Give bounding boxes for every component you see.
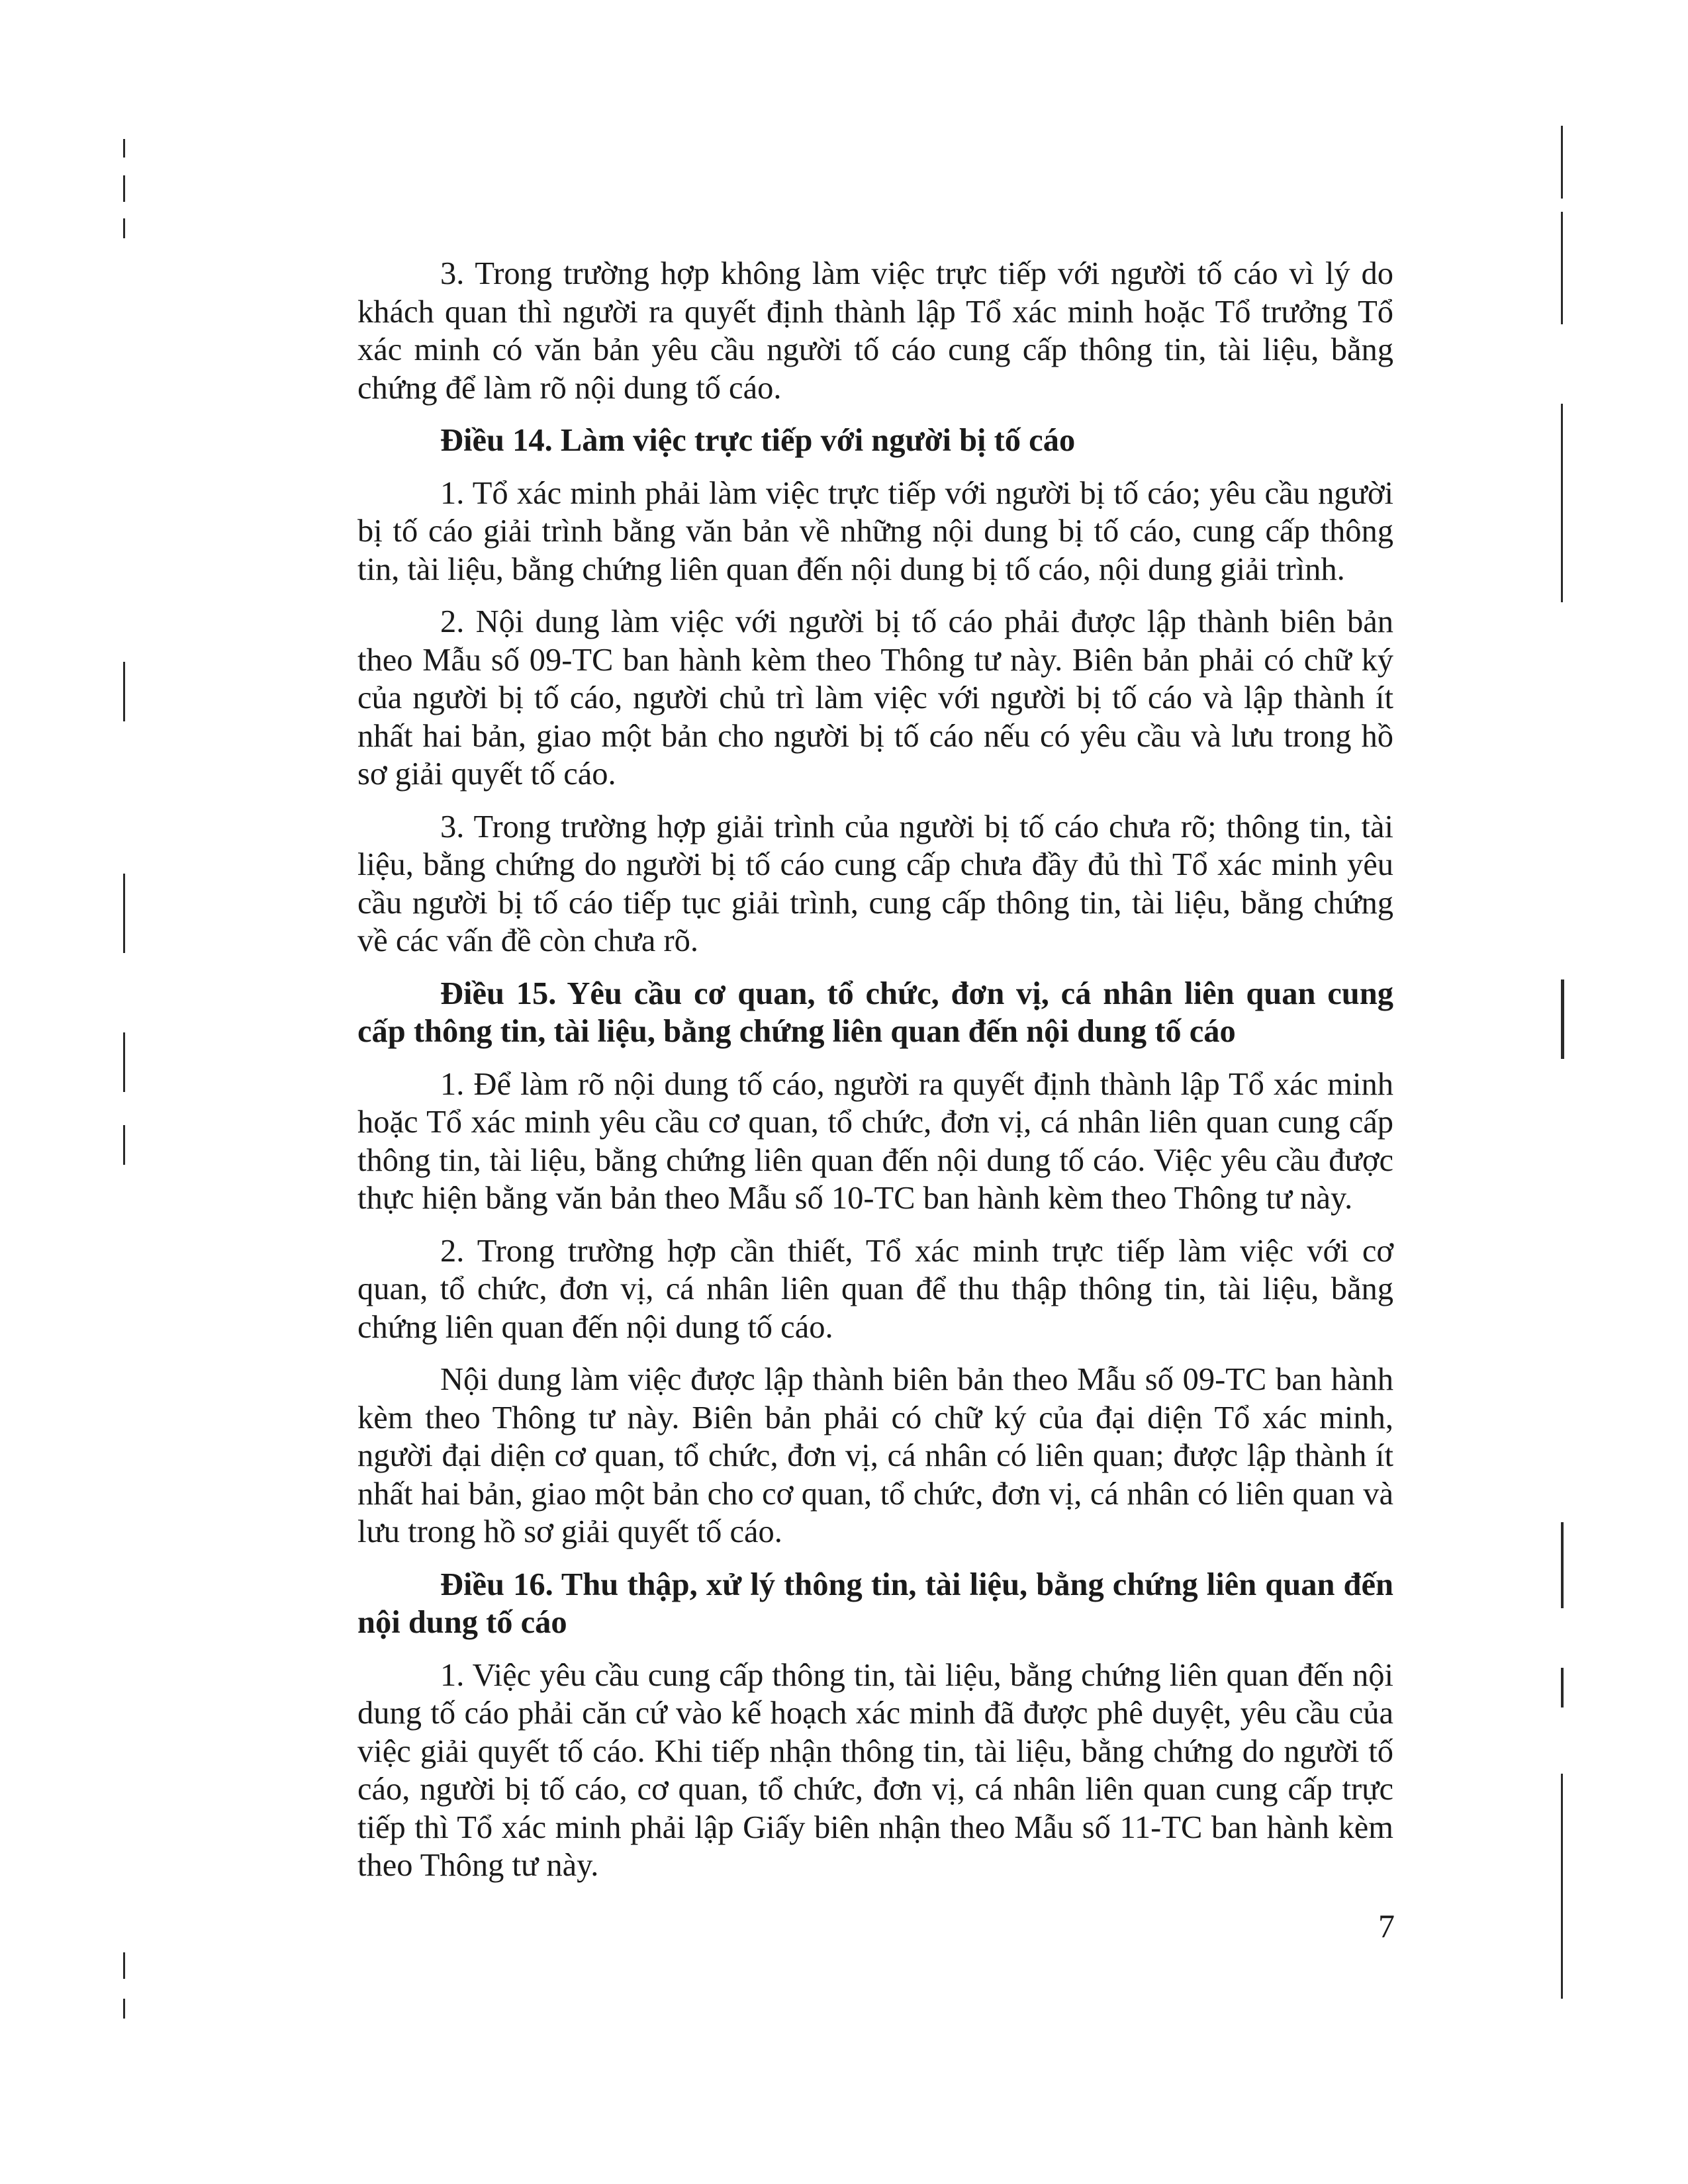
paragraph-art15-clause2-continued: Nội dung làm việc được lập thành biên bản theo Mẫu số 09-TC ban hành kèm theo Thông tư này. Biên bản phải có chữ ký của đại diện Tổ xác minh, người đại diện cơ quan, tổ chức, đơn vị, cá nhân có liên quan; được lập thành ít nhất hai bản, giao một bản cho cơ quan, tổ chức, đơn vị, cá nhân có liên quan và lưu trong hồ sơ giải quyết tố cáo. <box>357 1362 1393 1549</box>
scan-edge-line <box>1561 1668 1564 1707</box>
heading-article-16: Điều 16. Thu thập, xử lý thông tin, tài liệu, bằng chứng liên quan đến nội dung tố cáo <box>357 1567 1393 1640</box>
page-number: 7 <box>1378 1907 1395 1944</box>
paragraph-art13-clause3: 3. Trong trường hợp không làm việc trực tiếp với người tố cáo vì lý do khách quan thì người ra quyết định thành lập Tổ xác minh hoặc Tổ trưởng Tổ xác minh có văn bản yêu cầu người tố cáo cung cấp thông tin, tài liệu, bằng chứng để làm rõ nội dung tố cáo. <box>357 256 1393 406</box>
scan-edge-mark <box>123 1125 125 1165</box>
scan-edge-line <box>1561 212 1563 324</box>
scan-edge-mark <box>123 1032 125 1092</box>
scan-edge-mark <box>123 218 125 238</box>
heading-article-15: Điều 15. Yêu cầu cơ quan, tổ chức, đơn vị, cá nhân liên quan cung cấp thông tin, tài liệu, bằng chứng liên quan đến nội dung tố cáo <box>357 976 1393 1049</box>
heading-article-14: Điều 14. Làm việc trực tiếp với người bị tố cáo <box>440 423 1076 458</box>
scan-edge-mark <box>123 1952 125 1979</box>
paragraph-art15-clause1: 1. Để làm rõ nội dung tố cáo, người ra quyết định thành lập Tổ xác minh hoặc Tổ xác minh yêu cầu cơ quan, tổ chức, đơn vị, cá nhân liên quan cung cấp thông tin, tài liệu, bằng chứng liên quan đến nội dung tố cáo. Việc yêu cầu được thực hiện bằng văn bản theo Mẫu số 10-TC ban hành kèm theo Thông tư này. <box>357 1066 1393 1216</box>
scan-edge-mark <box>123 874 125 953</box>
scan-edge-line <box>1561 404 1563 602</box>
scan-edge-line <box>1561 1522 1564 1608</box>
scan-edge-mark <box>123 139 125 158</box>
scan-edge-line <box>1561 1774 1563 1999</box>
paragraph-art14-clause1: 1. Tổ xác minh phải làm việc trực tiếp với người bị tố cáo; yêu cầu người bị tố cáo giải trình bằng văn bản về những nội dung bị tố cáo, cung cấp thông tin, tài liệu, bằng chứng liên quan đến nội dung bị tố cáo, nội dung giải trình. <box>357 475 1393 587</box>
scan-edge-line <box>1561 126 1563 199</box>
paragraph-art14-clause3: 3. Trong trường hợp giải trình của người bị tố cáo chưa rõ; thông tin, tài liệu, bằng chứng do người bị tố cáo cung cấp chưa đầy đủ thì Tổ xác minh yêu cầu người bị tố cáo tiếp tục giải trình, cung cấp thông tin, tài liệu, bằng chứng về các vấn đề còn chưa rõ. <box>357 809 1393 958</box>
paragraph-art16-clause1: 1. Việc yêu cầu cung cấp thông tin, tài liệu, bằng chứng liên quan đến nội dung tố cáo phải căn cứ vào kế hoạch xác minh đã được phê duyệt, yêu cầu của việc giải quyết tố cáo. Khi tiếp nhận thông tin, tài liệu, bằng chứng do người tố cáo, người bị tố cáo, cơ quan, tổ chức, đơn vị, cá nhân liên quan cung cấp trực tiếp thì Tổ xác minh phải lập Giấy biên nhận theo Mẫu số 11-TC ban hành kèm theo Thông tư này. <box>357 1657 1393 1883</box>
paragraph-art14-clause2: 2. Nội dung làm việc với người bị tố cáo phải được lập thành biên bản theo Mẫu số 09-TC ban hành kèm theo Thông tư này. Biên bản phải có chữ ký của người bị tố cáo, người chủ trì làm việc với người bị tố cáo và lập thành ít nhất hai bản, giao một bản cho người bị tố cáo nếu có yêu cầu và lưu trong hồ sơ giải quyết tố cáo. <box>357 604 1393 792</box>
document-body <box>357 255 1393 1899</box>
scan-edge-mark <box>123 1999 125 2019</box>
paragraph-art15-clause2: 2. Trong trường hợp cần thiết, Tổ xác minh trực tiếp làm việc với cơ quan, tổ chức, đơn vị, cá nhân liên quan để thu thập thông tin, tài liệu, bằng chứng liên quan đến nội dung tố cáo. <box>357 1233 1393 1345</box>
scan-edge-line <box>1561 979 1564 1059</box>
scan-edge-mark <box>123 662 125 721</box>
scan-edge-mark <box>123 175 125 202</box>
